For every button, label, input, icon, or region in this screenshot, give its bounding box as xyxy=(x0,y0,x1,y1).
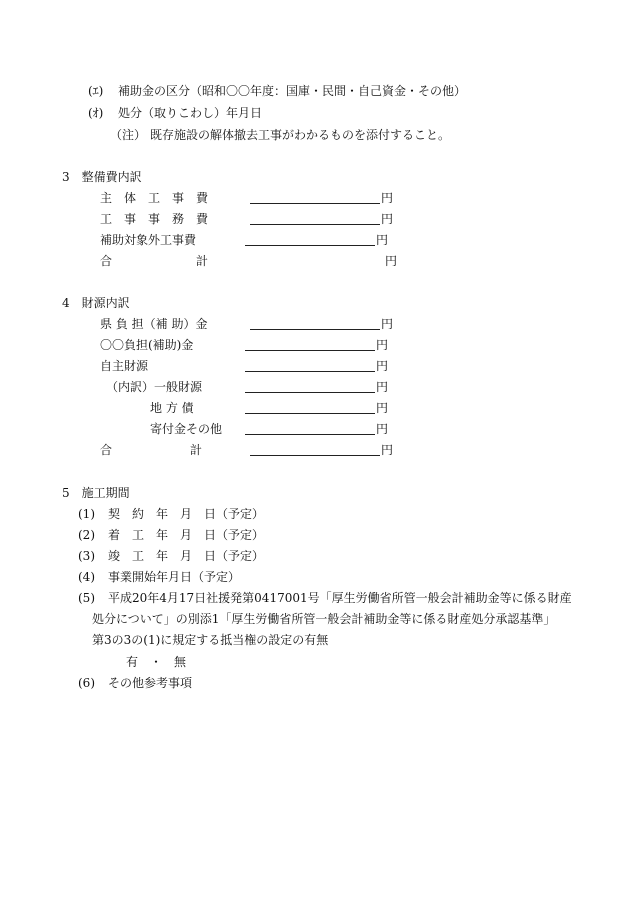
section5-item-text: 事業開始年月日（予定） xyxy=(108,570,241,584)
section5-item6-text: その他参考事項 xyxy=(108,676,193,690)
section3-total-left: 合 xyxy=(100,254,113,268)
section4-total-unit: 円 xyxy=(381,443,394,457)
disposal-number: (ｵ) xyxy=(88,106,104,120)
section4-row-label: 〇〇負担(補助)金 xyxy=(100,338,194,352)
section4-row-label: 寄付金その他 xyxy=(150,422,223,436)
section4-total-left: 合 xyxy=(100,443,113,457)
section3-row-unit: 円 xyxy=(381,212,394,226)
section5-item-number: (3) xyxy=(78,549,95,563)
section3-total-unit: 円 xyxy=(385,254,398,268)
section3-row-blank xyxy=(250,224,380,225)
lien-choice: 有 ・ 無 xyxy=(126,655,187,669)
section4-total-blank xyxy=(250,455,380,456)
grant-type-text: 補助金の区分（昭和〇〇年度：国庫・民間・自己資金・その他） xyxy=(118,84,467,98)
disposal-note-label: （注） xyxy=(110,128,147,142)
section5-item-text: 竣 工 年 月 日（予定） xyxy=(108,549,265,563)
section5-item5-line: 処分について」の別添1「厚生労働省所管一般会計補助金等に係る財産処分承認基準」 xyxy=(92,612,556,626)
section3-row-label: 主 体 工 事 費 xyxy=(100,191,209,205)
section3-heading: 3 整備費内訳 xyxy=(62,170,142,184)
section3-row-unit: 円 xyxy=(376,233,389,247)
section5-heading: 5 施工期間 xyxy=(62,486,130,500)
section3-row-label: 補助対象外工事費 xyxy=(100,233,197,247)
section5-item-text: 着 工 年 月 日（予定） xyxy=(108,528,265,542)
section5-item-number: (4) xyxy=(78,570,95,584)
section5-item-number: (1) xyxy=(78,507,95,521)
section4-row-label: 自主財源 xyxy=(100,359,149,373)
section4-row-blank xyxy=(245,413,375,414)
section4-row-unit: 円 xyxy=(376,380,389,394)
section4-row-unit: 円 xyxy=(381,317,394,331)
section4-row-label: 地 方 債 xyxy=(150,401,194,415)
section4-heading: 4 財源内訳 xyxy=(62,296,130,310)
section3-row-blank xyxy=(250,203,380,204)
section4-row-unit: 円 xyxy=(376,359,389,373)
section4-row-label: （内訳）一般財源 xyxy=(106,380,203,394)
section4-row-blank xyxy=(250,329,380,330)
section4-row-label: 県 負 担（補 助）金 xyxy=(100,317,208,331)
section4-row-blank xyxy=(245,350,375,351)
section4-row-blank xyxy=(245,434,375,435)
section3-row-label: 工 事 事 務 費 xyxy=(100,212,209,226)
section5-item-number: (2) xyxy=(78,528,95,542)
section3-total-right: 計 xyxy=(196,254,209,268)
section4-total-right: 計 xyxy=(190,443,203,457)
section4-row-blank xyxy=(245,371,375,372)
section3-row-unit: 円 xyxy=(381,191,394,205)
section5-item5-number: (5) xyxy=(78,591,95,605)
section5-item5-line: 第3の3の(1)に規定する抵当権の設定の有無 xyxy=(92,633,329,647)
section4-row-unit: 円 xyxy=(376,338,389,352)
section4-row-blank xyxy=(245,392,375,393)
section4-row-unit: 円 xyxy=(376,422,389,436)
section5-item5-line: 平成20年4月17日社援発第0417001号「厚生労働省所管一般会計補助金等に係る財産 xyxy=(108,591,572,605)
grant-type-number: (ｴ) xyxy=(88,84,104,98)
disposal-note-text: 既存施設の解体撤去工事がわかるものを添付すること。 xyxy=(150,128,451,142)
section3-row-blank xyxy=(245,245,375,246)
section5-item-text: 契 約 年 月 日（予定） xyxy=(108,507,265,521)
disposal-text: 処分（取りこわし）年月日 xyxy=(118,106,263,120)
section5-item6-number: (6) xyxy=(78,676,95,690)
section4-row-unit: 円 xyxy=(376,401,389,415)
